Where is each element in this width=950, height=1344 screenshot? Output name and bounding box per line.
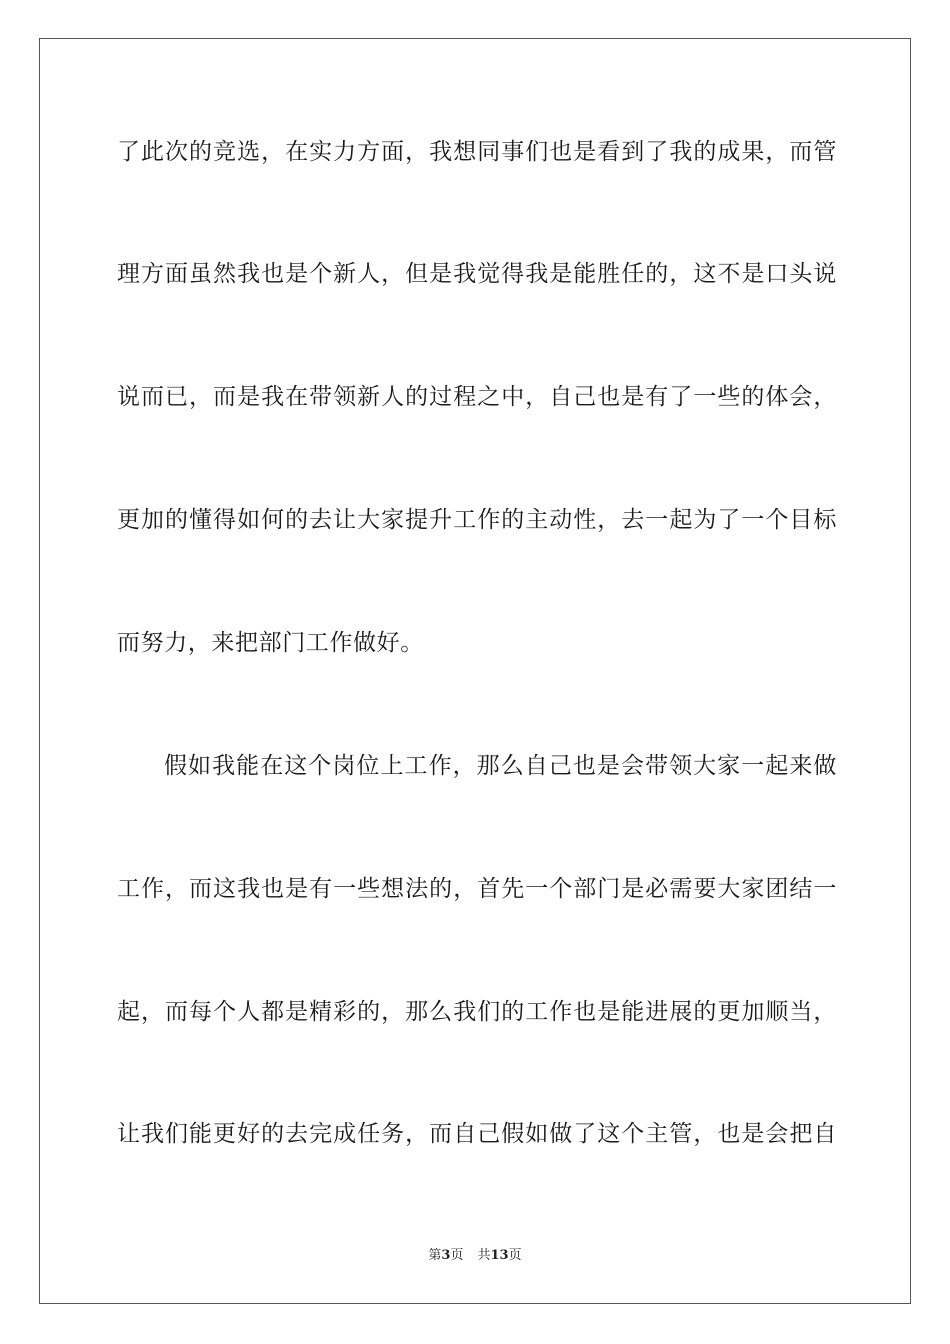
page-total-label: [477, 1248, 521, 1263]
paragraph-line: 让我们能更好的去完成任务，而自己假如做了这个主管，也是会把自: [117, 1121, 837, 1147]
page-total: 13: [490, 1248, 509, 1263]
paragraph-line: 而努力，来把部门工作做好。: [117, 630, 424, 656]
paragraph-first-line: 假如我能在这个岗位上工作，那么自己也是会带领大家一起来做: [164, 753, 837, 779]
paragraph-line: 理方面虽然我也是个新人，但是我觉得我是能胜任的，这不是口头说: [117, 261, 837, 287]
total-prefix: 共: [477, 1248, 491, 1263]
page-footer: [0, 1246, 950, 1266]
paragraph-line: 更加的懂得如何的去让大家提升工作的主动性，去一起为了一个目标: [117, 507, 837, 533]
page-suffix: 页: [450, 1248, 464, 1263]
paragraph-line: 了此次的竞选，在实力方面，我想同事们也是看到了我的成果，而管: [117, 139, 837, 165]
page-number-label: [428, 1248, 463, 1263]
paragraph-line: 工作，而这我也是有一些想法的，首先一个部门是必需要大家团结一: [117, 876, 837, 902]
paragraph-line: 说而已，而是我在带领新人的过程之中，自己也是有了一些的体会，: [117, 384, 837, 410]
page-prefix: 第: [428, 1248, 442, 1263]
page-current: 3: [441, 1248, 451, 1263]
paragraph-line: 起，而每个人都是精彩的，那么我们的工作也是能进展的更加顺当，: [117, 999, 837, 1025]
page-border: [39, 38, 911, 1304]
total-suffix: 页: [508, 1248, 522, 1263]
